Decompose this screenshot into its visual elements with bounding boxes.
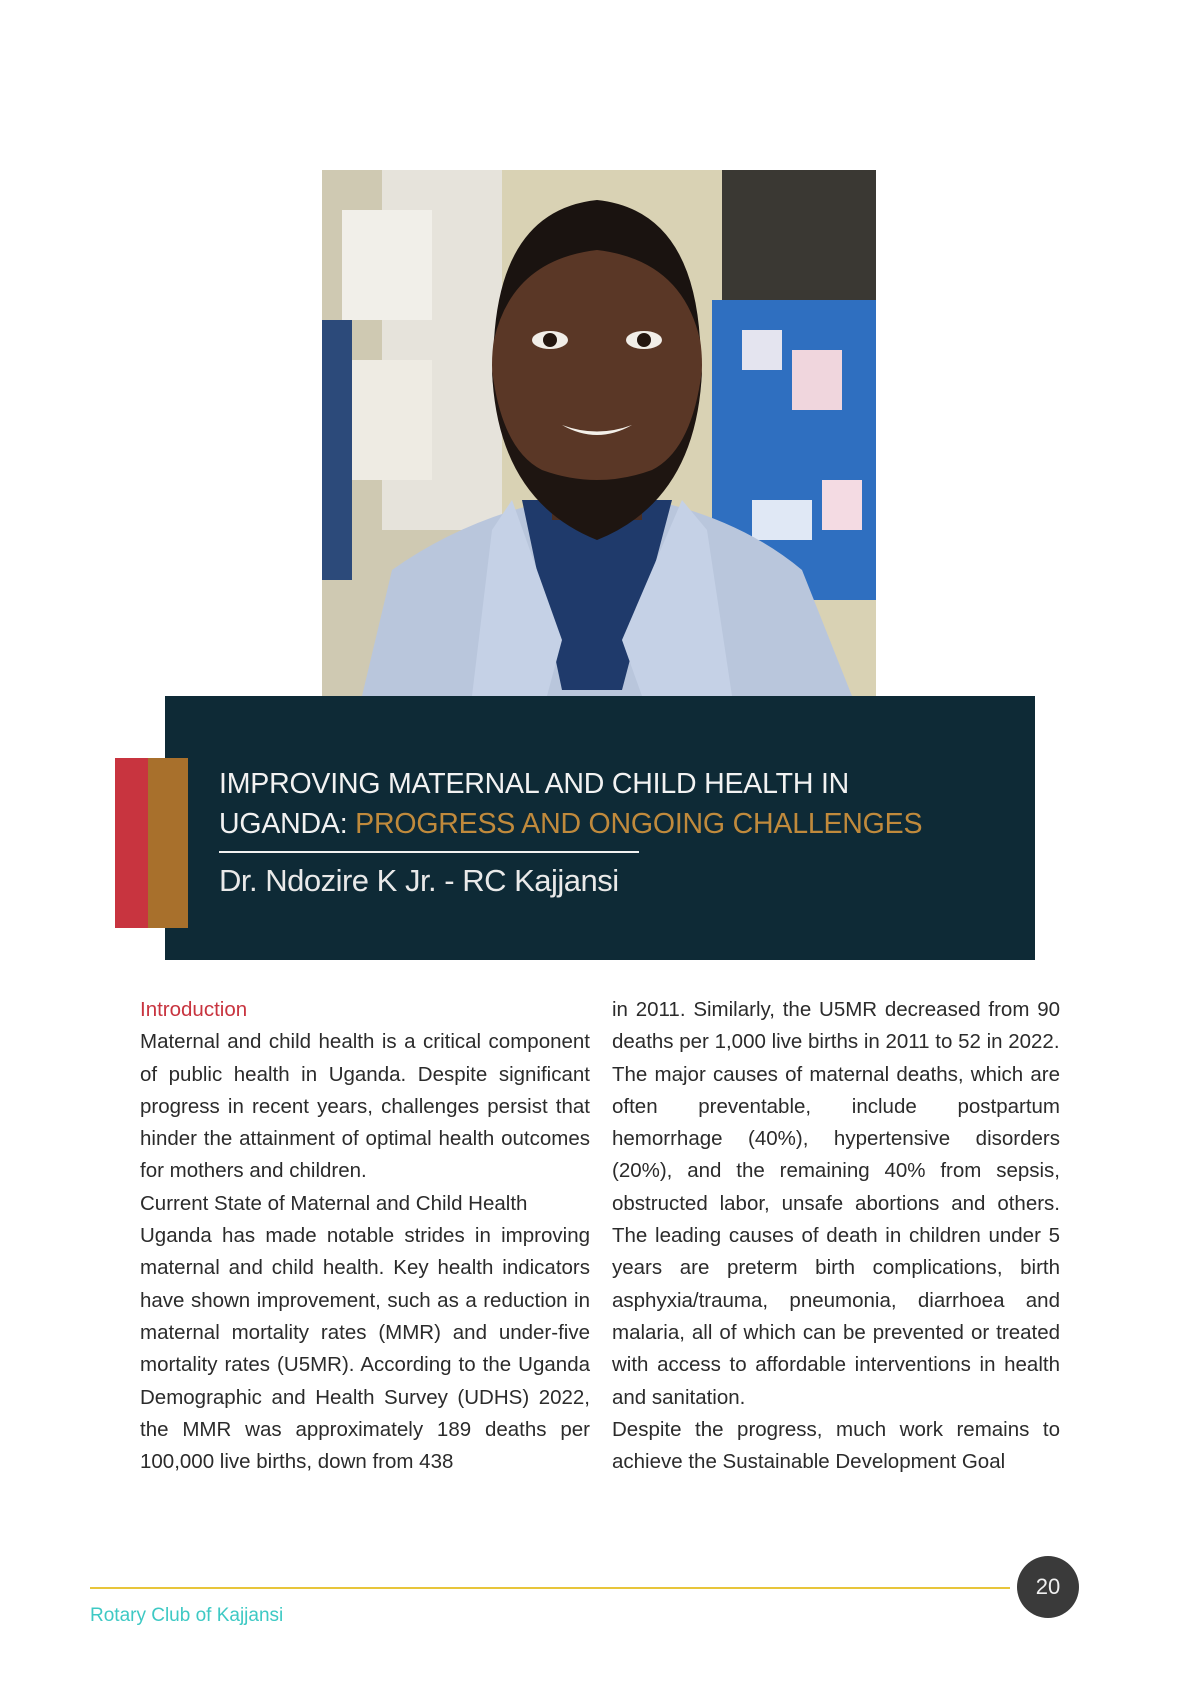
title-underline: [219, 851, 639, 853]
accent-bar-red: [115, 758, 148, 928]
body-paragraph: Despite the progress, much work remains to achieve the Sustainable Development Goal: [612, 1417, 1060, 1474]
body-column-left: [140, 994, 590, 1478]
body-subheading: Current State of Maternal and Child Health: [140, 1191, 528, 1215]
body-paragraph: Maternal and child health is a critical component of public health in Uganda. Despite significant progress in recent years, challenges persist that hinder the attainment of optimal health outcomes for mothers and children.: [140, 1030, 590, 1183]
article-author: Dr. Ndozire K Jr. - RC Kajjansi: [219, 863, 619, 898]
body-paragraph: Uganda has made notable strides in improving maternal and child health. Key health indicators have shown improvement, such as a reduction in maternal mortality rates (MMR) and under-five mortality rates (U5MR). According to the Uganda Demographic and Health Survey (UDHS) 2022, the MMR was approximately 189 deaths per 100,000 live births, down from 438: [140, 1224, 590, 1474]
body-paragraph: in 2011. Similarly, the U5MR decreased from 90 deaths per 1,000 live births in 2011 to 52 in 2022.: [612, 998, 1060, 1054]
title-line-1: IMPROVING MATERNAL AND CHILD HEALTH IN: [219, 768, 850, 800]
body-paragraph: The major causes of maternal deaths, which are often preventable, include postpartum hemorrhage (40%), hypertensive disorders (20%), and the remaining 40% from sepsis, obstructed labor, unsafe abortions and others. The leading causes of death in children under 5 years are preterm birth complications, birth asphyxia/trauma, pneumonia, diarrhoea and malaria, all of which can be prevented or treated with access to affordable interventions in health and sanitation.: [612, 1062, 1060, 1409]
footer-rule: [90, 1587, 1010, 1589]
accent-bar-gold: [148, 758, 188, 928]
body-column-right: [612, 994, 1060, 1478]
page-number: 20: [1017, 1556, 1079, 1618]
title-highlight: PROGRESS AND ONGOING CHALLENGES: [355, 808, 923, 840]
title-line-2-lead: UGANDA:: [219, 808, 356, 840]
author-photo: [322, 170, 876, 696]
article-title: [219, 764, 999, 844]
footer-organization: Rotary Club of Kajjansi: [90, 1605, 284, 1626]
section-heading-introduction: Introduction: [140, 998, 248, 1021]
